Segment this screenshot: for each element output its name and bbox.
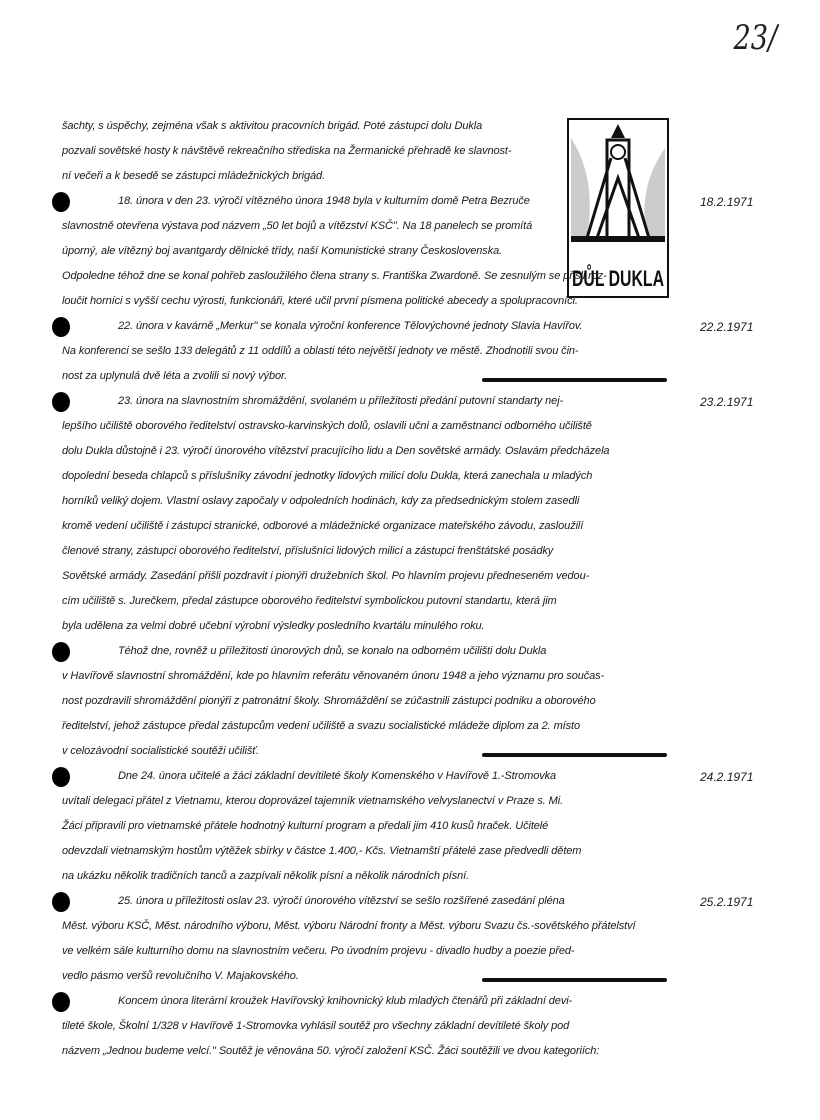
text-line-content: Žáci připravili pro vietnamské přátele hodnotný kulturní program a předali jim 410 kusů hraček. Učitelé [62, 820, 549, 832]
text-line-content: šachty, s úspěchy, zejména však s aktivitou pracovních brigád. Poté zástupci dolu Dukla [62, 120, 483, 132]
text-line [62, 1045, 672, 1067]
section-divider [482, 978, 667, 982]
text-line [62, 245, 562, 267]
text-line-content: Téhož dne, rovněž u příležitosti únorových dnů, se konalo na odborném učilišti dolu Dukla [118, 645, 547, 657]
text-line [62, 145, 562, 167]
text-line-content: horníků veliký dojem. Vlastní oslavy započaly v odpoledních hodinách, kdy za předsednickým stolem zasedli [62, 495, 580, 507]
text-line [62, 420, 672, 442]
text-line-content: uvítali delegaci přátel z Vietnamu, kterou doprovázel tajemník vietnamského velvyslanectví v Praze s. Mi. [62, 795, 564, 807]
text-line-content: 22. února v kavárně „Merkur" se konala výroční konference Tělovýchovné jednoty Slavia Havířov. [118, 320, 583, 332]
text-line-content: odevzdali vietnamským hostům výtěžek sbírky v částce 1.400,- Kčs. Vietnamští přátelé zase předvedli dětem [62, 845, 582, 857]
text-line-content: ní večeři a k besedě se zástupci mládežnických brigád. [62, 170, 326, 182]
text-line [62, 895, 672, 917]
text-line-content: v celozávodní socialistické soutěži učilišť. [62, 745, 259, 757]
text-line [62, 920, 672, 942]
text-line-content: 23. února na slavnostním shromáždění, svolaném u příležitosti předání putovní standarty nej- [118, 395, 564, 407]
text-line-content: loučit horníci s vyšší cechu výrosti, funkcionáři, které učil první písmena politické abecedy a spolupracovníci. [62, 295, 578, 307]
text-line-content: tileté škole, Školní 1/328 v Havířově 1-Stromovka vyhlásil soutěž pro všechny základní devítileté školy pod [62, 1020, 570, 1032]
bullet-icon [52, 642, 70, 662]
text-line-content: ředitelství, jehož zástupce předal zástupcům vedení učiliště a svazu socialistické mládeže diplom za 2. místo [62, 720, 580, 732]
text-line-content: úporný, ale vítězný boj avantgardy dělnické třídy, naší Komunistické strany Československa. [62, 245, 503, 257]
text-line-content: kromě vedení učiliště i zástupci stranické, odborové a mládežnické organizace mateřského závodu, zasloužilí [62, 520, 584, 532]
text-line-content: Sovětské armády. Zasedání přišli pozdravit i pionýři družebních škol. Po hlavním projevu předneseném vedou- [62, 570, 590, 582]
text-line-content: byla udělena za velmi dobré učební výrobní výsledky posledního kvartálu minulého roku. [62, 620, 485, 632]
text-line-content: nost pozdravili shromáždění pionýři z patronátní školy. Shromáždění se zúčastnili zástupci podniku a oborového [62, 695, 596, 707]
page-number: 23/ [733, 18, 778, 58]
text-line-content: vedlo pásmo veršů revolučního V. Majakovského. [62, 970, 299, 982]
text-line-content: dolu Dukla důstojně i 23. výročí únorového vítězství pracujícího lidu a Den sovětské armády. Oslavám předcházela [62, 445, 610, 457]
bullet-icon [52, 392, 70, 412]
text-line-content: 25. února u příležitosti oslav 23. výročí únorového vítězství se sešlo rozšířené zasedání pléna [118, 895, 565, 907]
entry-date: 23.2.1971 [700, 395, 754, 409]
entry-date: 18.2.1971 [700, 195, 754, 209]
text-line [62, 795, 672, 817]
text-line [62, 645, 672, 667]
text-line [62, 345, 672, 367]
text-line [62, 720, 672, 742]
text-line [62, 845, 672, 867]
text-line [62, 595, 672, 617]
text-line-content: nost za uplynulá dvě léta a zvolili si nový výbor. [62, 370, 288, 382]
entry-date: 24.2.1971 [700, 770, 754, 784]
bullet-icon [52, 317, 70, 337]
text-line [62, 770, 672, 792]
text-line [62, 295, 672, 317]
bullet-icon [52, 767, 70, 787]
text-line-content: v Havířově slavnostní shromáždění, kde po hlavním referátu věnovaném únoru 1948 a jeho významu pro součas- [62, 670, 605, 682]
text-line-content: Na konferenci se sešlo 133 delegátů z 11 oddílů a oblasti této největší jednoty ve městě. Zhodnotili svou čin- [62, 345, 579, 357]
section-divider [482, 378, 667, 382]
text-line [62, 320, 672, 342]
entry-date: 25.2.1971 [700, 895, 754, 909]
text-line [62, 220, 562, 242]
text-line-content: cím učiliště s. Jurečkem, předal zástupce oborového ředitelství symbolickou putovní standartu, která jim [62, 595, 557, 607]
text-line [62, 820, 672, 842]
text-line [62, 670, 672, 692]
section-divider [482, 753, 667, 757]
text-line-content: slavnostně otevřena výstava pod názvem „50 let bojů a vítězství KSČ". Na 18 panelech se promítá [62, 220, 533, 232]
text-line-content: Dne 24. února učitelé a žáci základní devítileté školy Komenského v Havířově 1.-Stromovka [118, 770, 557, 782]
text-line [62, 570, 672, 592]
text-line [62, 620, 672, 642]
text-line [62, 395, 672, 417]
bullet-icon [52, 992, 70, 1012]
text-line-content: pozvali sovětské hosty k návštěvě rekreačního střediska na Žermanické přehradě ke slavnost- [62, 145, 512, 157]
text-line-content: Měst. výboru KSČ, Měst. národního výboru, Měst. výboru Národní fronty a Měst. výboru Svazu čs.-sovětského přátelství [62, 920, 636, 932]
bullet-icon [52, 892, 70, 912]
text-line [62, 170, 562, 192]
text-line-content: názvem „Jednou budeme velcí." Soutěž je věnována 50. výročí založení KSČ. Žáci soutěžili ve dvou kategoriích: [62, 1045, 600, 1057]
text-line-content: na ukázku několik tradičních tanců a zazpívali několik písní a několik národních písní. [62, 870, 470, 882]
entry-date: 22.2.1971 [700, 320, 754, 334]
text-line-content: Odpoledne téhož dne se konal pohřeb zasloužilého člena strany s. Františka Zwardoně. Se zesnulým se přišli roz- [62, 270, 607, 282]
text-line [62, 945, 672, 967]
text-line [62, 520, 672, 542]
text-line [62, 270, 672, 292]
bullet-icon [52, 192, 70, 212]
text-line-content: 18. února v den 23. výročí vítězného února 1948 byla v kulturním domě Petra Bezruče [118, 195, 530, 207]
text-line [62, 495, 672, 517]
text-line [62, 120, 562, 142]
text-line [62, 995, 672, 1017]
text-line-content: členové strany, zástupci oborového ředitelství, příslušníci lidových milicí a zástupci frenštátské posádky [62, 545, 554, 557]
text-line [62, 470, 672, 492]
text-line [62, 195, 562, 217]
text-line [62, 1020, 672, 1042]
text-line-content: Koncem února literární kroužek Havířovský knihovnický klub mladých čtenářů při základní devi- [118, 995, 573, 1007]
text-line-content: ve velkém sále kulturního domu na slavnostním večeru. Po úvodním projevu - divadlo hudby a poezie před- [62, 945, 575, 957]
text-line-content: dopolední beseda chlapců s příslušníky závodní jednotky lidových milicí dolu Dukla, která zanechala u mladých [62, 470, 593, 482]
text-line [62, 545, 672, 567]
text-line-content: lepšího učiliště oborového ředitelství ostravsko-karvinských dolů, oslavili učni a zaměstnanci odborného učiliště [62, 420, 592, 432]
text-line [62, 695, 672, 717]
svg-text:DŮL DUKLA: DŮL DUKLA [572, 266, 700, 291]
text-line [62, 870, 672, 892]
text-line [62, 445, 672, 467]
